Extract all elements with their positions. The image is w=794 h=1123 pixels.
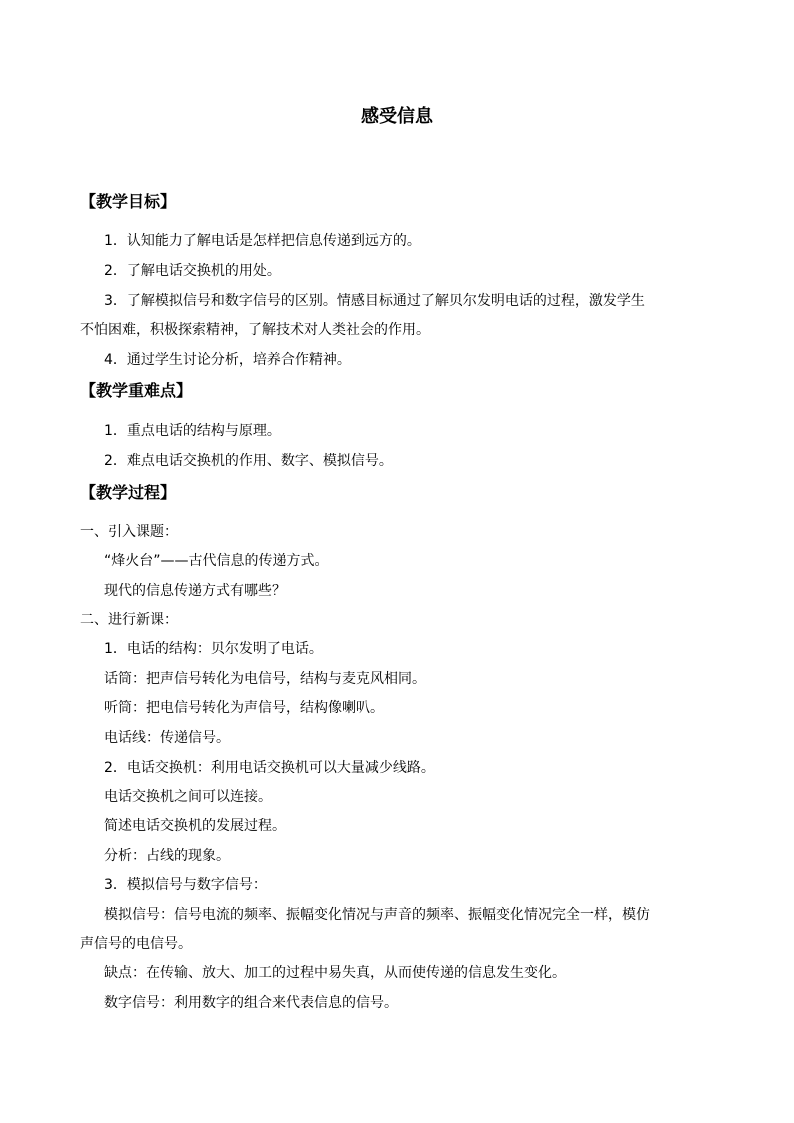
goal-item-continuation: 不怕困难，积极探索精神，了解技术对人类社会的作用。 bbox=[80, 322, 430, 338]
keypoint-item: 1．重点电话的结构与原理。 bbox=[104, 423, 281, 439]
process-line-continuation: 声信号的电信号。 bbox=[80, 936, 192, 952]
process-line: 电话交换机之间可以连接。 bbox=[104, 789, 272, 805]
process-line: 听筒：把电信号转化为声信号，结构像喇叭。 bbox=[104, 700, 384, 716]
process-line: 现代的信息传递方式有哪些？ bbox=[104, 583, 286, 599]
process-subheading: 二、进行新课： bbox=[80, 612, 178, 628]
goal-item: 2．了解电话交换机的用处。 bbox=[104, 263, 281, 279]
process-line: 话筒：把声信号转化为电信号，结构与麦克风相同。 bbox=[104, 671, 426, 687]
process-line: 模拟信号：信号电流的频率、振幅变化情况与声音的频率、振幅变化情况完全一样，模仿 bbox=[104, 907, 650, 923]
goal-item: 4．通过学生讨论分析，培养合作精神。 bbox=[104, 352, 351, 368]
process-line: 数字信号：利用数字的组合来代表信息的信号。 bbox=[104, 995, 398, 1011]
process-line: 3．模拟信号与数字信号： bbox=[104, 877, 267, 893]
process-line: 缺点：在传输、放大、加工的过程中易失真，从而使传递的信息发生变化。 bbox=[104, 965, 566, 981]
page-title: 感受信息 bbox=[361, 106, 433, 127]
goal-item: 3．了解模拟信号和数字信号的区别。情感目标通过了解贝尔发明电话的过程，激发学生 bbox=[104, 293, 645, 309]
process-line: “烽火台”——古代信息的传递方式。 bbox=[104, 553, 329, 569]
process-line: 电话线：传递信号。 bbox=[104, 730, 230, 746]
keypoint-item: 2．难点电话交换机的作用、数字、模拟信号。 bbox=[104, 453, 393, 469]
process-line: 简述电话交换机的发展过程。 bbox=[104, 818, 286, 834]
process-subheading: 一、引入课题： bbox=[80, 524, 178, 540]
process-line: 2．电话交换机：利用电话交换机可以大量减少线路。 bbox=[104, 760, 435, 776]
section-heading-goals: 【教学目标】 bbox=[80, 192, 177, 211]
process-line: 分析：占线的现象。 bbox=[104, 848, 230, 864]
section-heading-keypoints: 【教学重难点】 bbox=[80, 381, 193, 400]
section-heading-process: 【教学过程】 bbox=[80, 483, 177, 502]
goal-item: 1．认知能力了解电话是怎样把信息传递到远方的。 bbox=[104, 233, 421, 249]
process-line: 1．电话的结构：贝尔发明了电话。 bbox=[104, 641, 323, 657]
